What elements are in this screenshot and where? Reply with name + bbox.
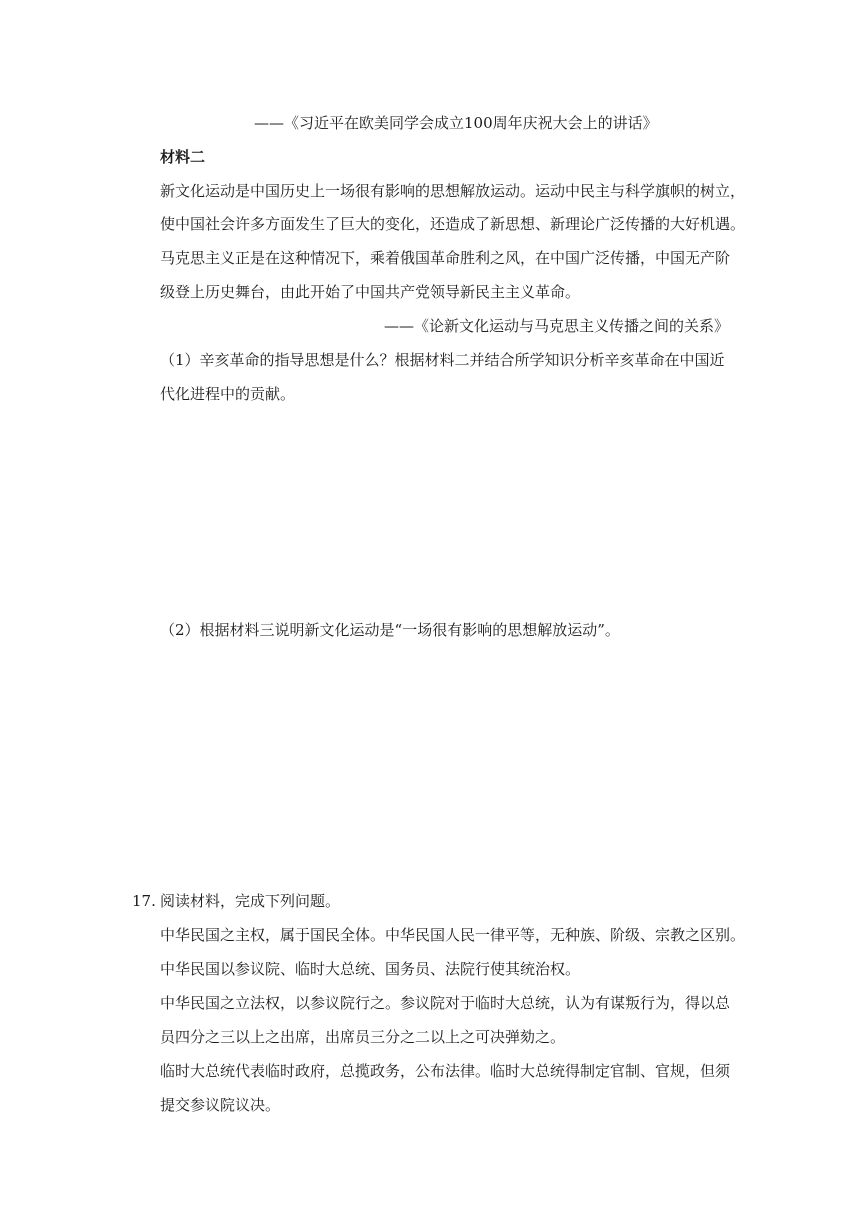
material-two-line: 新文化运动是中国历史上一场很有影响的思想解放运动。运动中民主与科学旗帜的树立，	[160, 182, 746, 200]
material-two-line: 使中国社会许多方面发生了巨大的变化，还造成了新思想、新理论广泛传播的大好机遇。	[160, 215, 746, 233]
material-two-line: 级登上历史舞台，由此开始了中国共产党领导新民主主义革命。	[160, 283, 581, 301]
question-17-line: 中华民国之立法权，以参议院行之。参议院对于临时大总统，认为有谋叛行为，得以总	[160, 994, 731, 1012]
question-17-line: 中华民国以参议院、临时大总统、国务员、法院行使其统治权。	[160, 960, 581, 978]
material-two-source: ——《论新文化运动与马克思主义传播之间的关系》	[384, 317, 730, 335]
question-2: （2）根据材料三说明新文化运动是“一场很有影响的思想解放运动”。	[160, 621, 620, 639]
question-17-line: 中华民国之主权，属于国民全体。中华民国人民一律平等，无种族、阶级、宗教之区别。	[160, 926, 746, 944]
question-17-line: 提交参议院议决。	[160, 1096, 281, 1114]
question-17-line: 临时大总统代表临时政府，总揽政务，公布法律。临时大总统得制定官制、官规，但须	[160, 1062, 731, 1080]
question-17-intro: 阅读材料，完成下列问题。	[160, 892, 341, 910]
material-two-line: 马克思主义正是在这种情况下，乘着俄国革命胜利之风，在中国广泛传播，中国无产阶	[160, 249, 731, 267]
question-1-line: 代化进程中的贡献。	[160, 385, 296, 403]
material-two-heading: 材料二	[160, 148, 206, 166]
question-1-line: （1）辛亥革命的指导思想是什么？根据材料二并结合所学知识分析辛亥革命在中国近	[160, 351, 725, 369]
material-one-source: ——《习近平在欧美同学会成立100周年庆祝大会上的讲话》	[254, 114, 658, 132]
question-17-number: 17.	[132, 892, 156, 910]
question-17-line: 员四分之三以上之出席，出席员三分之二以上之可决弹劾之。	[160, 1028, 566, 1046]
